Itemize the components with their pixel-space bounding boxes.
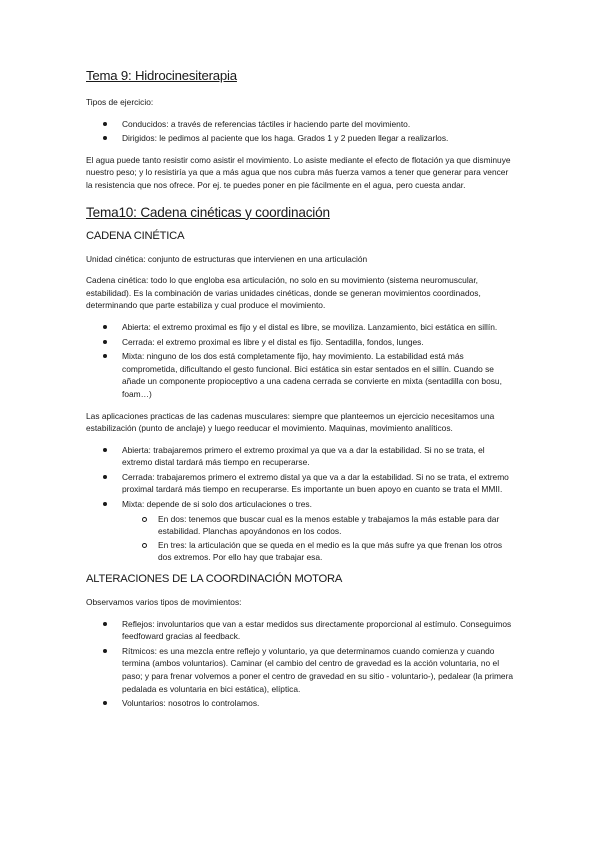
list-item: Abierta: el extremo proximal es fijo y el distal es libre, se moviliza. Lanzamiento, bici estática en sillín. (86, 321, 516, 334)
movements-list (86, 618, 516, 710)
aplicaciones-paragraph: Las aplicaciones practicas de las cadenas musculares: siempre que planteemos un ejercicio necesitamos una estabilización (punto de anclaje) y luego reeducar el movimiento. Maquinas, movimiento analíticos. (86, 410, 495, 434)
cadena-cinetica-paragraph: Cadena cinética: todo lo que engloba esa articulación, no solo en su movimiento (sistema neuromuscular, estabilidad). Es la combinación de varias unidades cinéticas, donde se generan movimientos coordinados, determinando que parte estabiliza y cual produce el movimiento. (86, 275, 481, 311)
tema9-paragraph: El agua puede tanto resistir como asistir el movimiento. Lo asiste mediante el efecto de flotación ya que disminuye nuestro peso; y lo resistiría ya que a más agua que nos cubra más fuerza vamos a tener que generar para vencer la resistencia que nos ofrece. Por ej. te puedes poner en pie fácilmente en el agua, pero cuesta andar. (86, 154, 511, 190)
list-item: Mixta: depende de si solo dos articulaciones o tres. (86, 498, 516, 511)
tema9-list (86, 118, 516, 145)
tema10-title: Tema10: Cadena cinéticas y coordinación (86, 204, 330, 220)
chain-types-list (86, 321, 516, 401)
tema9-intro: Tipos de ejercicio: (86, 97, 154, 107)
sub-list-item: En dos: tenemos que buscar cual es la menos estable y trabajamos la más estable para dar estabilidad. Planchas apoyándonos en los codos. (86, 513, 516, 538)
alteraciones-heading: ALTERACIONES DE LA COORDINACIÓN MOTORA (86, 573, 343, 586)
list-item: Mixta: ninguno de los dos está completamente fijo, hay movimiento. La estabilidad está más comprometida, dificultando el gesto funcional. Bici estática sin estar sentados en el sillín. Cuando se añade un componente propioceptivo a una cadena cerrada se convierte en mixta (sentadilla con bosu, foam…) (86, 350, 516, 400)
unidad-cinetica-paragraph: Unidad cinética: conjunto de estructuras que intervienen en una articulación (86, 253, 368, 264)
cadena-cinetica-heading: CADENA CINÉTICA (86, 229, 185, 242)
tema9-title: Tema 9: Hidrocinesiterapia (86, 68, 237, 83)
sub-list-item: En tres: la articulación que se queda en el medio es la que más sufre ya que frenan los otros dos extremos. Por ello hay que trabajar esa. (86, 539, 516, 564)
list-item: Dirigidos: le pedimos al paciente que los haga. Grados 1 y 2 pueden llegar a realizarlos. (86, 132, 516, 145)
alteraciones-intro: Observamos varios tipos de movimientos: (86, 597, 242, 608)
list-item: Reflejos: involuntarios que van a estar medidos sus directamente proporcional al estímulo. Conseguimos feedfoward gracias al feedback. (86, 618, 516, 643)
list-item: Conducidos: a través de referencias táctiles ir haciendo parte del movimiento. (86, 118, 516, 131)
applications-list (86, 444, 516, 564)
document-page (86, 68, 516, 719)
list-item: Voluntarios: nosotros lo controlamos. (86, 697, 516, 710)
list-item: Abierta: trabajaremos primero el extremo proximal ya que va a dar la estabilidad. Si no se trata, el extremo distal tardará más tiempo en recuperarse. (86, 444, 516, 469)
list-item: Cerrada: el extremo proximal es libre y el distal es fijo. Sentadilla, fondos, lunges. (86, 336, 516, 349)
list-item: Rítmicos: es una mezcla entre reflejo y voluntario, ya que determinamos cuando comienza y cuando termina (ambos voluntarios). Caminar (el cambio del centro de gravedad es la acción voluntaria, no el paso; y para frenar volvemos a poner el centro de gravedad en su sitio - voluntario-), pedalear (la primera pedalada es voluntaria en bici estática), elíptica. (86, 645, 516, 695)
list-item: Cerrada: trabajaremos primero el extremo distal ya que va a dar la estabilidad. Si no se trata, el extremo proximal tardará más tiempo en recuperarse. Es importante un buen apoyo en cuanto se trata el MMII. (86, 471, 516, 496)
